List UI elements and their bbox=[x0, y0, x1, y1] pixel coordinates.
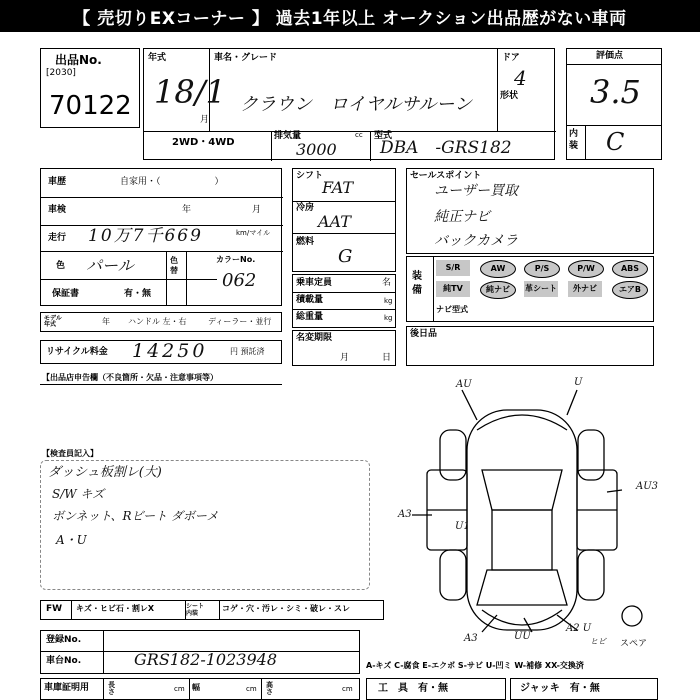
colorno-label: カラーNo. bbox=[216, 255, 256, 264]
model-year-label: モデル年式 bbox=[44, 315, 62, 328]
inspector-line-3: ボンネット、Rビート ダボーメ bbox=[52, 509, 219, 523]
mileage-value: 10万7千669 bbox=[88, 226, 203, 246]
interior-label: 内装 bbox=[569, 129, 579, 151]
model-code-label: 型式 bbox=[374, 131, 393, 141]
damage-mark-uu: UU bbox=[514, 631, 531, 642]
cert-cm-2: cm bbox=[246, 685, 257, 693]
load-label: 積載量 bbox=[296, 295, 324, 305]
registration-label: 登録No. bbox=[46, 635, 82, 645]
sales-point-3: バックカメラ bbox=[434, 233, 518, 249]
displacement-value: 3000 bbox=[296, 140, 337, 159]
cert-length: 長さ bbox=[108, 681, 115, 696]
cert-height: 高さ bbox=[266, 681, 273, 696]
damage-mark-au-front: AU bbox=[456, 379, 472, 390]
cert-width: 幅 bbox=[192, 683, 200, 692]
history-value: 自家用・（ ） bbox=[120, 177, 224, 187]
seat-items: コゲ・穴・汚レ・シミ・破レ・スレ bbox=[222, 604, 350, 613]
damage-mark-u-front: U bbox=[574, 377, 583, 388]
year-month-suffix: 月 bbox=[200, 115, 210, 125]
model-value: クラウン ロイヤルサルーン bbox=[240, 94, 473, 115]
ac-value: AAT bbox=[318, 212, 351, 231]
fw-items: キズ・ヒビ石・割レX bbox=[76, 604, 155, 613]
damage-mark-au3: AU3 bbox=[636, 481, 659, 492]
score-label: 評価点 bbox=[596, 51, 624, 61]
equip-sr: S/R bbox=[436, 260, 470, 276]
displacement-label: 排気量 bbox=[274, 131, 302, 141]
fuel-label: 燃料 bbox=[296, 237, 315, 247]
seat-label: シート内装 bbox=[186, 603, 205, 617]
equip-aw: AW bbox=[480, 260, 516, 278]
mileage-unit: km/マイル bbox=[236, 229, 271, 237]
cert-cm-3: cm bbox=[342, 685, 353, 693]
name-change-day: 日 bbox=[382, 353, 392, 363]
score-value: 3.5 bbox=[590, 73, 641, 111]
inspection-month: 月 bbox=[252, 205, 262, 215]
chassis-value: GRS182-1023948 bbox=[134, 650, 277, 669]
jack-label: ジャッキ 有・無 bbox=[520, 683, 600, 694]
load-unit: kg bbox=[384, 297, 393, 305]
cc-unit: cc bbox=[355, 131, 363, 139]
year-label: 年式 bbox=[148, 53, 167, 63]
interior-value: C bbox=[606, 128, 625, 156]
shift-label: シフト bbox=[296, 171, 324, 181]
fw-label: FW bbox=[46, 604, 63, 614]
seller-note-label: 【出品店申告欄（不良箇所・欠品・注意事項等） bbox=[42, 373, 218, 382]
garage-cert-label: 車庫証明用 bbox=[44, 683, 90, 693]
equipment-row-1 bbox=[436, 260, 648, 276]
colorno-value: 062 bbox=[222, 270, 257, 291]
ac-label: 冷房 bbox=[296, 203, 315, 213]
damage-mark-u1: U1 bbox=[455, 521, 470, 532]
drive-label: 2WD・4WD bbox=[172, 137, 235, 148]
mileage-label: 走行 bbox=[48, 233, 67, 243]
lot-label: 出品No. bbox=[55, 53, 102, 67]
equip-ext-navi: 外ナビ bbox=[568, 281, 602, 297]
name-change-label: 名変期限 bbox=[296, 333, 333, 343]
dealer-label: ディーラー・並行 bbox=[208, 317, 272, 326]
equip-ps: P/S bbox=[524, 260, 560, 278]
recycle-value: 14250 bbox=[132, 340, 208, 362]
lot-number: 70122 bbox=[49, 91, 132, 121]
weight-unit: kg bbox=[384, 314, 393, 322]
inspection-label: 車検 bbox=[48, 205, 67, 215]
lot-box bbox=[40, 48, 140, 128]
damage-mark-a2u: A2 U bbox=[566, 623, 592, 634]
color-replace-label: 色替 bbox=[170, 256, 178, 275]
shift-value: FAT bbox=[322, 178, 354, 197]
cert-cm-1: cm bbox=[174, 685, 185, 693]
color-label: 色 bbox=[56, 261, 66, 271]
sales-point-1: ユーザー買取 bbox=[434, 183, 518, 199]
lot-small: [2030] bbox=[46, 68, 76, 78]
later-items-label: 後日品 bbox=[410, 329, 438, 339]
equip-pw: P/W bbox=[568, 260, 604, 278]
doors-label: ドア bbox=[502, 53, 520, 63]
year-value: 18/1 bbox=[154, 73, 226, 111]
sales-point-2: 純正ナビ bbox=[434, 209, 490, 225]
warranty-value: 有・無 bbox=[124, 289, 152, 299]
model-label: 車名・グレード bbox=[214, 53, 278, 63]
recycle-label: リサイクル料金 bbox=[46, 347, 108, 357]
capacity-label: 乗車定員 bbox=[296, 278, 333, 288]
damage-mark-a3-rear: A3 bbox=[464, 633, 478, 644]
inspection-year: 年 bbox=[182, 205, 192, 215]
shape-label: 形状 bbox=[500, 91, 519, 101]
fuel-value: G bbox=[338, 246, 353, 267]
equip-leather: 革シート bbox=[524, 281, 558, 297]
car-diagram bbox=[392, 370, 692, 652]
model-year-year: 年 bbox=[102, 317, 110, 326]
equip-navi: 純ナビ bbox=[480, 281, 516, 299]
sales-points-label: セールスポイント bbox=[410, 171, 482, 181]
spare-label: スペア bbox=[620, 639, 648, 649]
recycle-unit: 円 預託済 bbox=[230, 347, 265, 356]
damage-mark-a3-left: A3 bbox=[398, 509, 412, 520]
capacity-unit: 名 bbox=[382, 278, 392, 288]
equip-abs: ABS bbox=[612, 260, 648, 278]
chassis-label: 車台No. bbox=[46, 656, 82, 666]
color-value: パール bbox=[86, 256, 134, 275]
damage-legend: A-キズ C-腐食 E-エクボ S-サビ U-凹ミ W-補修 XX-交換済 bbox=[366, 661, 584, 670]
equip-tv: 純TV bbox=[436, 281, 470, 297]
later-items-box bbox=[406, 326, 654, 366]
equipment-label: 装備 bbox=[412, 271, 422, 296]
doors-value: 4 bbox=[514, 66, 527, 90]
title-banner: 【 売切りEXコーナー 】 過去1年以上 オークション出品歴がない車両 bbox=[0, 0, 700, 32]
navi-model-label: ナビ型式 bbox=[436, 305, 468, 314]
warranty-label: 保証書 bbox=[52, 289, 80, 299]
handle-label: ハンドル 左・右 bbox=[128, 317, 187, 326]
inspector-line-4: A・U bbox=[56, 533, 87, 547]
equip-airbag: エアB bbox=[612, 281, 648, 299]
history-label: 車歴 bbox=[48, 177, 67, 187]
name-change-month: 月 bbox=[340, 353, 350, 363]
equipment-row-2 bbox=[436, 281, 648, 297]
weight-label: 総重量 bbox=[296, 312, 324, 322]
tool-label: 工 具 有・無 bbox=[378, 683, 448, 694]
model-code-value: DBA -GRS182 bbox=[380, 138, 512, 158]
inspector-line-2: S/W キズ bbox=[52, 487, 105, 501]
inspector-line-1: ダッシュ板割レ(大) bbox=[48, 465, 162, 480]
inspector-label: 【検査員記入】 bbox=[42, 449, 98, 458]
damage-mark-crack: ヒビ bbox=[590, 637, 606, 646]
